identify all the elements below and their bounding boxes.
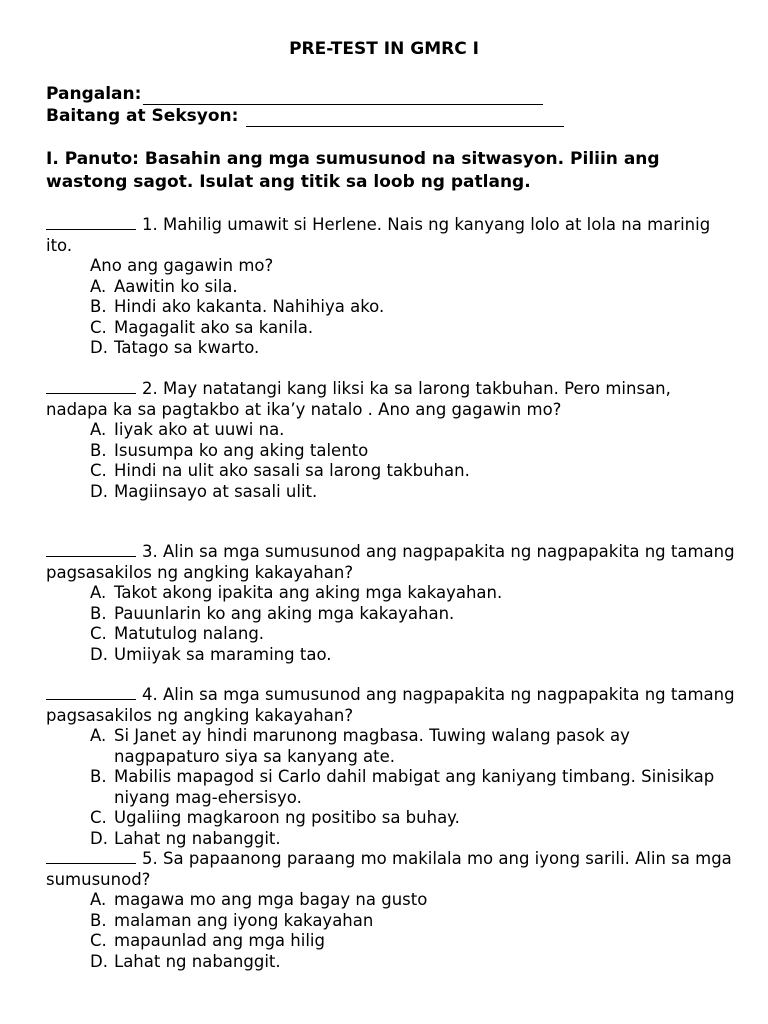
question-stem: 2. May natatangi kang liksi ka sa larong takbuhan. Pero minsan, nadapa ka sa pagtakbo at ika’y natalo . Ano ang gagawin mo? [46, 379, 671, 419]
option-a: A. Aawitin ko sila. [90, 276, 238, 296]
name-field [46, 83, 543, 105]
option-b: B. Mabilis mapagod si Carlo dahil mabigat ang kaniyang timbang. Sinisikap niyang mag-ehersisyo. [90, 767, 715, 807]
name-label: Pangalan: [46, 84, 142, 104]
option-a: A. magawa mo ang mga bagay na gusto [90, 890, 428, 909]
question-4 [46, 684, 736, 849]
question-stem: 4. Alin sa mga sumusunod ang nagpapakita ng nagpapakita ng tamang pagsasakilos ng angking kakayahan? [46, 685, 735, 725]
option-c: C. Hindi na ulit ako sasali sa larong takbuhan. [90, 461, 470, 480]
page-title: PRE-TEST IN GMRC I [289, 39, 479, 59]
grade-section-line [246, 110, 564, 127]
option-d: D. Umiiyak sa maraming tao. [90, 644, 332, 664]
question-2 [46, 378, 736, 502]
option-d: D. Lahat ng nabanggit. [90, 951, 281, 971]
question-stem: 3. Alin sa mga sumusunod ang nagpapakita ng nagpapakita ng tamang pagsasakilos ng angking kakayahan? [46, 542, 735, 582]
grade-section-field [46, 105, 564, 127]
option-c: C. mapaunlad ang mga hilig [90, 931, 325, 950]
question-stem: 1. Mahilig umawit si Herlene. Nais ng kanyang lolo at lola na marinig ito. [46, 215, 711, 255]
option-d: D. Magiinsayo at sasali ulit. [90, 481, 318, 501]
option-a: A. Iiyak ako at uuwi na. [90, 420, 285, 439]
question-1 [46, 214, 736, 359]
option-c: C. Ugaliing magkaroon ng positibo sa buhay. [90, 808, 460, 827]
answer-blank [46, 214, 136, 230]
answer-blank [46, 684, 136, 700]
question-3 [46, 541, 736, 665]
question-5 [46, 848, 736, 972]
option-b: B. malaman ang iyong kakayahan [90, 910, 374, 930]
option-a: A. Si Janet ay hindi marunong magbasa. Tuwing walang pasok ay nagpapaturo siya sa kanyang ate. [90, 726, 630, 766]
answer-blank [46, 848, 136, 864]
option-a: A. Takot akong ipakita ang aking mga kakayahan. [90, 583, 503, 602]
question-stem: 5. Sa papaanong paraang mo makilala mo ang iyong sarili. Alin sa mga sumusunod? [46, 849, 732, 889]
option-d: D. Tatago sa kwarto. [90, 338, 260, 357]
option-d: D. Lahat ng nabanggit. [90, 828, 281, 848]
name-line [143, 88, 543, 105]
grade-section-label: Baitang at Seksyon: [46, 106, 239, 126]
option-b: B. Isusumpa ko ang aking talento [90, 440, 369, 460]
option-c: C. Magagalit ako sa kanila. [90, 317, 314, 337]
answer-blank [46, 541, 136, 557]
instructions: I. Panuto: Basahin ang mga sumusunod na sitwasyon. Piliin ang wastong sagot. Isulat ang titik sa loob ng patlang. [46, 149, 660, 192]
answer-blank [46, 378, 136, 394]
option-b: B. Pauunlarin ko ang aking mga kakayahan. [90, 603, 455, 623]
option-b: B. Hindi ako kakanta. Nahihiya ako. [90, 297, 385, 316]
option-c: C. Matutulog nalang. [90, 624, 265, 643]
question-prompt: Ano ang gagawin mo? [90, 256, 274, 275]
